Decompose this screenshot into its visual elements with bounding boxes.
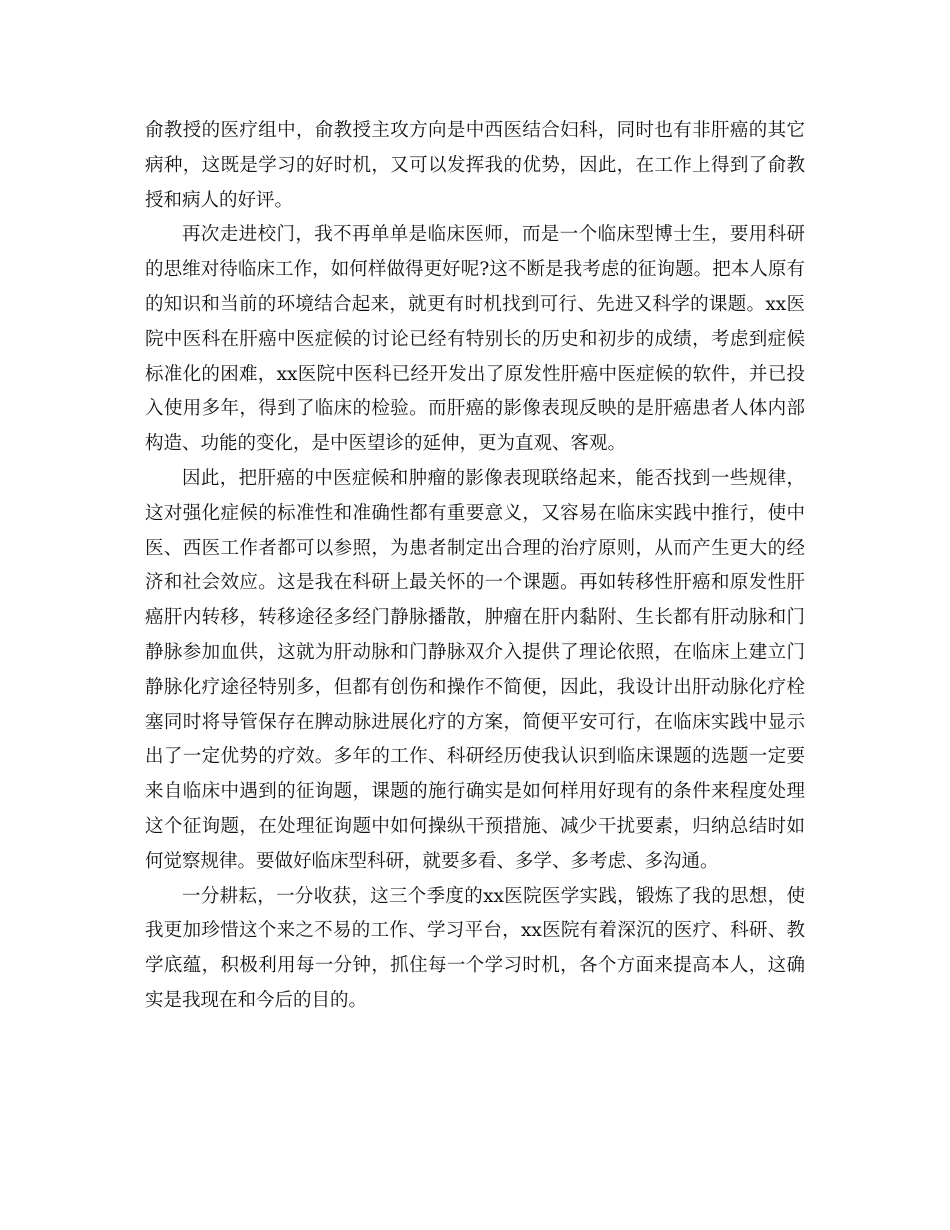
paragraph-1: 俞教授的医疗组中，俞教授主攻方向是中西医结合妇科，同时也有非肝癌的其它病种，这既是学习的好时机，又可以发挥我的优势，因此，在工作上得到了俞教授和病人的好评。 (145, 120, 805, 211)
paragraph-2: 再次走进校门，我不再单单是临床医师，而是一个临床型博士生，要用科研的思维对待临床工作，如何样做得更好呢?这不断是我考虑的征询题。把本人原有的知识和当前的环境结合起来，就更有时机找到可行、先进又科学的课题。xx医院中医科在肝癌中医症候的讨论已经有特别长的历史和初步的成绩，考虑到症候标准化的困难，xx医院中医科已经开发出了原发性肝癌中医症候的软件，并已投入使用多年，得到了临床的检验。而肝癌的影像表现反映的是肝癌患者人体内部构造、功能的变化，是中医望诊的延伸，更为直观、客观。 (145, 224, 805, 455)
paragraph-4: 一分耕耘，一分收获，这三个季度的xx医院医学实践，锻炼了我的思想，使我更加珍惜这个来之不易的工作、学习平台，xx医院有着深沉的医疗、科研、教学底蕴，积极利用每一分钟，抓住每一个学习时机，各个方面来提高本人，这确实是我现在和今后的目的。 (145, 885, 805, 1011)
paragraph-3: 因此，把肝癌的中医症候和肿瘤的影像表现联络起来，能否找到一些规律，这对强化症候的标准性和准确性都有重要意义，又容易在临床实践中推行，使中医、西医工作者都可以参照，为患者制定出合理的治疗原则，从而产生更大的经济和社会效应。这是我在科研上最关怀的一个课题。再如转移性肝癌和原发性肝癌肝内转移，转移途径多经门静脉播散，肿瘤在肝内黏附、生长都有肝动脉和门静脉参加血供，这就为肝动脉和门静脉双介入提供了理论依照，在临床上建立门静脉化疗途径特别多，但都有创伤和操作不简便，因此，我设计出肝动脉化疗栓塞同时将导管保存在脾动脉进展化疗的方案，简便平安可行，在临床实践中显示出了一定优势的疗效。多年的工作、科研经历使我认识到临床课题的选题一定要来自临床中遇到的征询题，课题的施行确实是如何样用好现有的条件来程度处理这个征询题，在处理征询题中如何操纵干预措施、减少干扰要素，归纳总结时如何觉察规律。要做好临床型科研，就要多看、多学、多考虑、多沟通。 (145, 467, 805, 872)
document-body (145, 114, 805, 1019)
